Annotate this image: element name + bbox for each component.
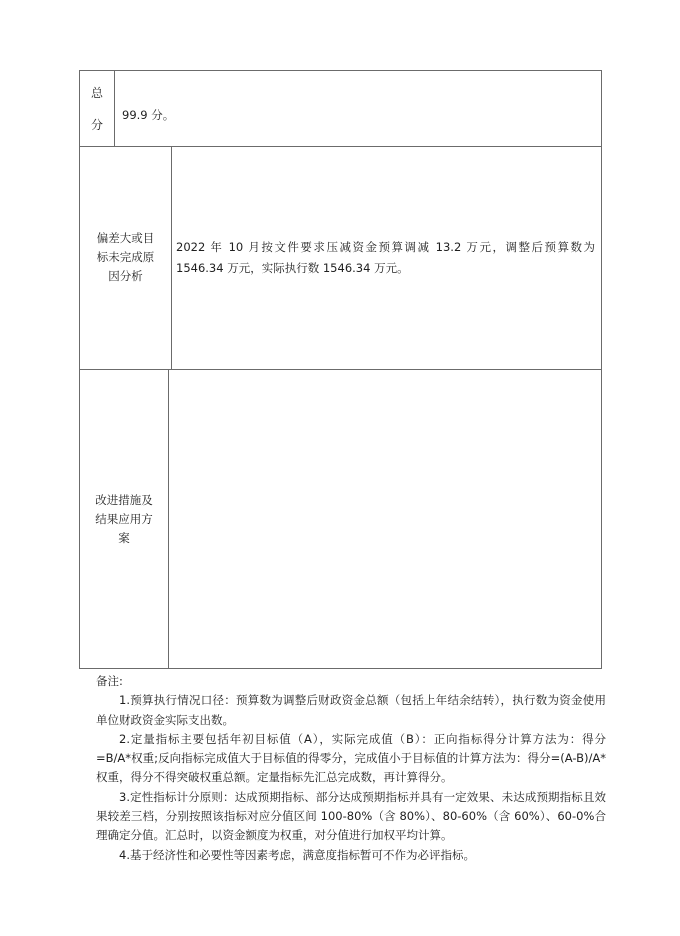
note-item: 2.定量指标主要包括年初目标值（A），实际完成值（B）：正向指标得分计算方法为：得分=B/A*权重;反向指标完成值大于目标值的得零分，完成值小于目标值的计算方法为：得分=(A-B)/A*权重，得分不得突破权重总额。定量指标先汇总完成数，再计算得分。	[96, 731, 606, 785]
total-score-label: 总分	[90, 85, 103, 132]
deviation-analysis-text: 2022 年 10 月按文件要求压减资金预算调减 13.2 万元，调整后预算数为 1546.34 万元，实际执行数 1546.34 万元。	[176, 240, 595, 275]
note-item: 3.定性指标计分原则：达成预期指标、部分达成预期指标并具有一定效果、未达成预期指标且效果较差三档，分别按照该指标对应分值区间 100-80%（含 80%）、80-60%（含 60%）、60-0%合理确定分值。汇总时，以资金额度为权重，对分值进行加权平均计算。	[96, 789, 606, 843]
column-divider	[114, 71, 115, 146]
deviation-analysis-label: 偏差大或目标未完成原因分析	[96, 231, 155, 283]
notes-section	[96, 672, 606, 865]
evaluation-table	[79, 70, 602, 669]
note-item: 4.基于经济性和必要性等因素考虑，满意度指标暂可不作为必评指标。	[119, 847, 475, 862]
column-divider	[168, 369, 169, 669]
column-divider	[171, 146, 172, 369]
total-score-value: 99.9 分。	[122, 108, 175, 122]
notes-heading: 备注:	[96, 674, 123, 688]
note-item: 1.预算执行情况口径：预算数为调整后财政资金总额（包括上年结余结转），执行数为资金使用单位财政资金实际支出数。	[96, 693, 606, 727]
improvement-plan-label: 改进措施及结果应用方案	[95, 492, 153, 545]
